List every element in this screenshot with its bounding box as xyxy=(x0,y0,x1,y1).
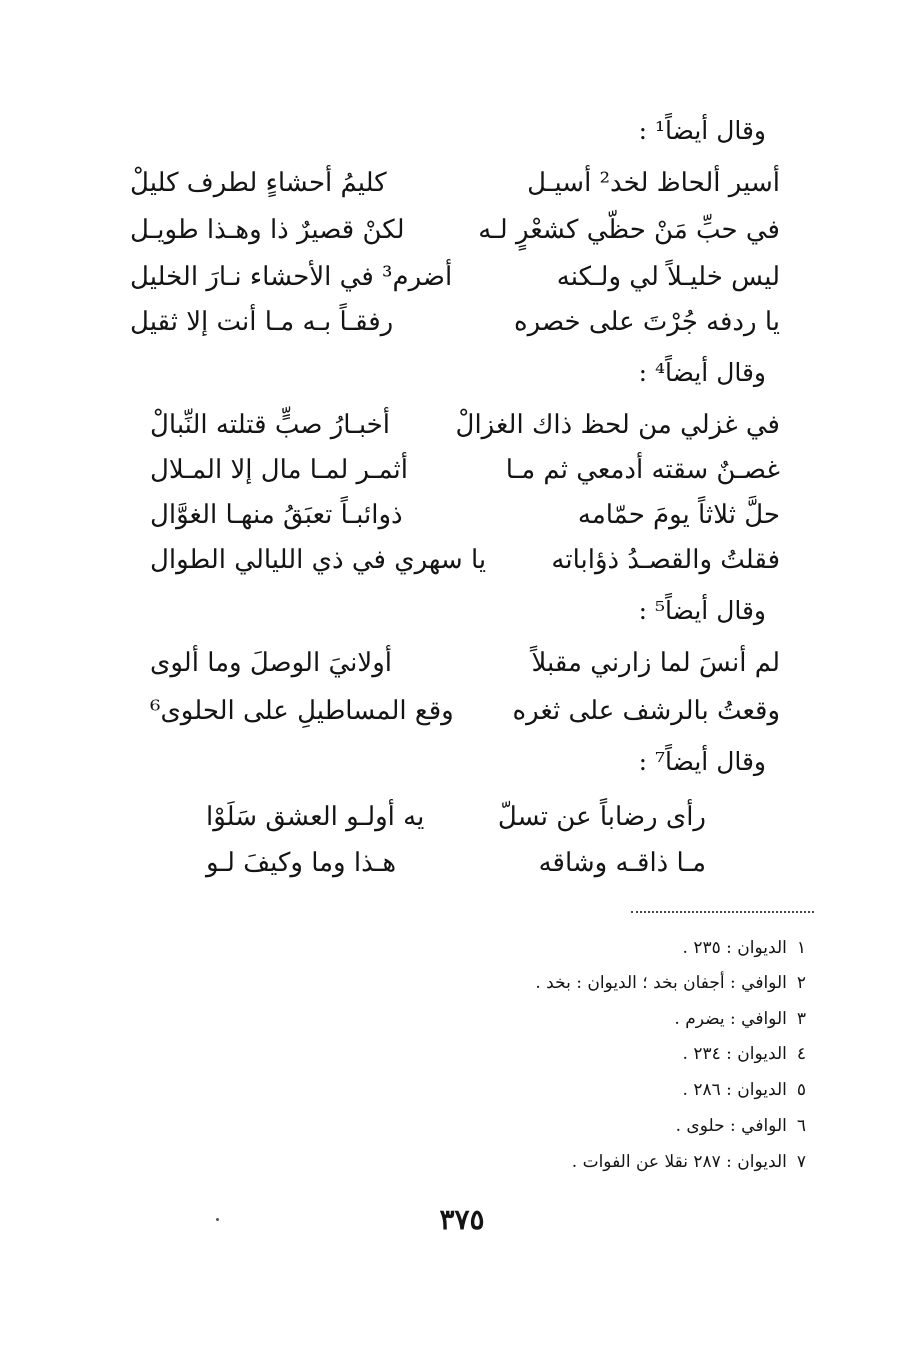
footnote xyxy=(572,1152,806,1172)
verse-second-hemistich: يا سهري في ذي الليالي الطوال xyxy=(150,545,487,575)
verse-second-hemistich: هـذا وما وكيفَ لـو xyxy=(206,848,397,878)
footnote-text: الوافي : حلوى . xyxy=(675,1116,787,1136)
footnote-text: الوافي : أجفان بخد ؛ الديوان : بخد . xyxy=(535,973,787,993)
verse-line xyxy=(150,410,780,440)
verse-second-hemistich: ذوائبـاً تعبَقُ منهـا الغوَّال xyxy=(150,500,403,530)
verse-first-hemistich: وقعتُ بالرشف على ثغره xyxy=(512,696,780,726)
verse-first-hemistich: أسير ألحاظ لخد² أسيـل xyxy=(527,168,780,198)
poem-intro: وقال أيضاً⁵ : xyxy=(638,596,766,625)
footnote-text: الديوان : ٢٨٦ . xyxy=(682,1080,787,1100)
verse-second-hemistich: أخبـارُ صبٍّ قتلته النِّبالْ xyxy=(150,410,390,440)
verse-first-hemistich: لم أنسَ لما زارني مقبلاً xyxy=(531,648,780,678)
verse-line xyxy=(130,307,780,337)
footnote-number: ٢ xyxy=(796,973,806,993)
footnote xyxy=(683,938,806,958)
footnote xyxy=(683,1080,806,1100)
verse-line xyxy=(130,168,780,198)
poem-intro: وقال أيضاً¹ : xyxy=(638,116,766,145)
verse-first-hemistich: مـا ذاقـه وشاقه xyxy=(538,848,706,878)
verse-second-hemistich: أضرم³ في الأحشاء نـارَ الخليل xyxy=(130,262,453,292)
footnote-separator xyxy=(631,911,814,913)
poem-intro: وقال أيضاً⁷ : xyxy=(638,747,766,776)
verse-line xyxy=(150,545,780,575)
verse-second-hemistich: وقع المساطيلِ على الحلوى⁶ xyxy=(150,696,454,726)
verse-first-hemistich: في حبِّ مَنْ حظّي كشعْرٍ لـه xyxy=(478,215,780,245)
footnote-number: ١ xyxy=(796,938,806,958)
footnote-number: ٥ xyxy=(796,1080,806,1100)
verse-second-hemistich: أثمـر لمـا مال إلا المـلال xyxy=(150,455,408,485)
verse-second-hemistich: كليمُ أحشاءٍ لطرف كليلْ xyxy=(130,168,387,198)
verse-first-hemistich: فقلتُ والقصـدُ ذؤاباته xyxy=(551,545,780,575)
verse-line xyxy=(150,648,780,678)
verse-second-hemistich: أولانيَ الوصلَ وما ألوى xyxy=(150,648,392,678)
verse-first-hemistich: ليس خليـلاً لي ولـكنه xyxy=(556,262,780,292)
verse-line xyxy=(206,848,706,878)
footnote xyxy=(674,1009,806,1029)
verse-line xyxy=(206,802,706,832)
footnote-number: ٣ xyxy=(796,1009,806,1029)
verse-line xyxy=(150,696,780,726)
verse-first-hemistich: يا ردفه جُرْتَ على خصره xyxy=(514,307,780,337)
verse-line xyxy=(130,262,780,292)
verse-second-hemistich: رفقـاً بـه مـا أنت إلا ثقيل xyxy=(130,307,394,337)
verse-first-hemistich: في غزلي من لحظ ذاك الغزالْ xyxy=(455,410,780,440)
verse-first-hemistich: غصـنٌ سقته أدمعي ثم مـا xyxy=(505,455,780,485)
footnote-text: الديوان : ٢٣٤ . xyxy=(682,1044,787,1064)
page-number: ٣٧٥ xyxy=(439,1203,485,1236)
footnote-number: ٧ xyxy=(796,1152,806,1172)
verse-line xyxy=(150,455,780,485)
footnote-number: ٦ xyxy=(796,1116,806,1136)
footnote-text: الديوان : ٢٨٧ نقلا عن الفوات . xyxy=(571,1152,787,1172)
poem-intro: وقال أيضاً⁴ : xyxy=(638,358,766,387)
verse-first-hemistich: حلَّ ثلاثاً يومَ حمّامه xyxy=(577,500,780,530)
print-speck xyxy=(216,1218,219,1221)
footnote-text: الديوان : ٢٣٥ . xyxy=(682,938,787,958)
footnote-number: ٤ xyxy=(796,1044,806,1064)
footnote xyxy=(676,1116,806,1136)
verse-second-hemistich: لكنْ قصيرٌ ذا وهـذا طويـل xyxy=(130,215,405,245)
verse-line xyxy=(150,500,780,530)
footnote-text: الوافي : يضرم . xyxy=(674,1009,787,1029)
verse-second-hemistich: يه أولـو العشق سَلَوْا xyxy=(206,802,425,832)
footnote xyxy=(683,1044,806,1064)
verse-line xyxy=(130,215,780,245)
footnote xyxy=(535,973,806,993)
verse-first-hemistich: رأى رضاباً عن تسلّ xyxy=(497,802,706,832)
